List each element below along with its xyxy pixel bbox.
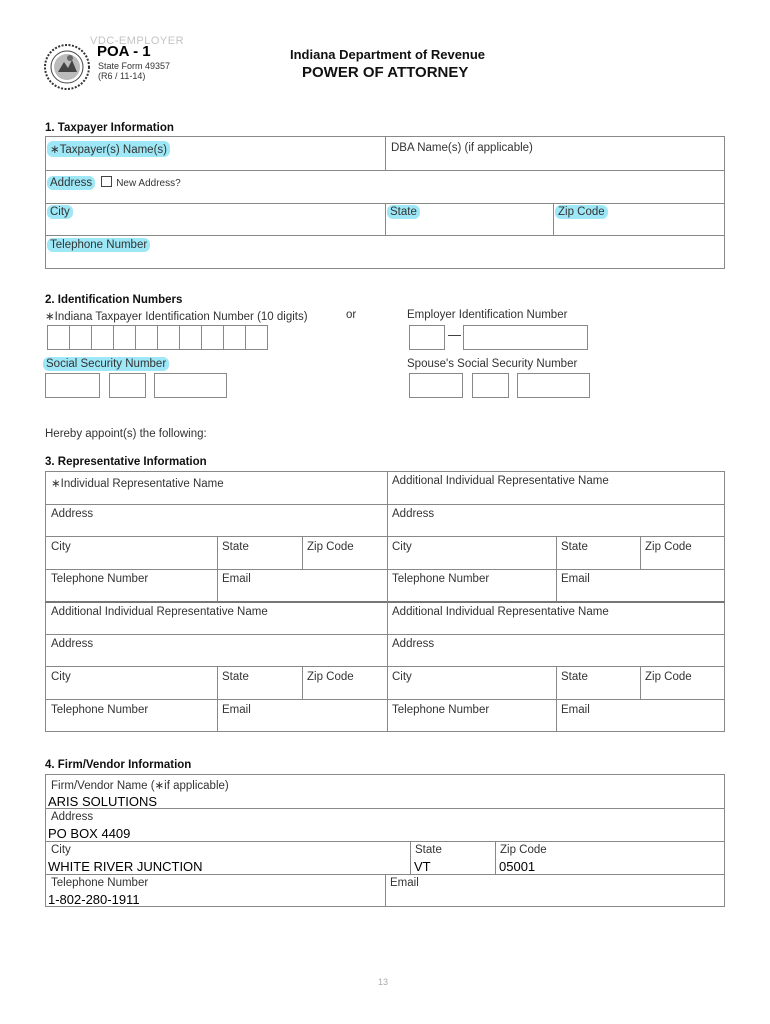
rep2-state-field[interactable]: State	[561, 541, 588, 553]
ein-label: Employer Identification Number	[407, 309, 568, 321]
firm-zip-value[interactable]: 05001	[499, 859, 536, 874]
itin-digit-9[interactable]	[223, 325, 246, 350]
taxpayer-name-field[interactable]: ∗Taxpayer(s) Name(s)	[47, 141, 170, 157]
rep4-telephone-field[interactable]: Telephone Number	[392, 704, 490, 716]
firm-city-label: City	[51, 844, 71, 856]
telephone-field[interactable]: Telephone Number	[47, 238, 150, 252]
rep2-email-field[interactable]: Email	[561, 573, 590, 585]
new-address-checkbox[interactable]	[101, 176, 112, 187]
firm-telephone-label: Telephone Number	[51, 877, 149, 889]
itin-digit-2[interactable]	[69, 325, 92, 350]
firm-city-value[interactable]: WHITE RIVER JUNCTION	[48, 859, 203, 874]
ein-suffix-field[interactable]	[463, 325, 588, 350]
rep4-email-field[interactable]: Email	[561, 704, 590, 716]
firm-state-value[interactable]: VT	[414, 859, 431, 874]
spouse-ssn-part-3[interactable]	[517, 373, 590, 398]
rep3-address-field[interactable]: Address	[51, 638, 94, 650]
city-field[interactable]: City	[47, 205, 73, 219]
rep1-zip-field[interactable]: Zip Code	[307, 541, 354, 553]
rep3-state-field[interactable]: State	[222, 671, 249, 683]
rep1-state-field[interactable]: State	[222, 541, 249, 553]
page-number: 13	[378, 977, 389, 987]
spouse-ssn-part-1[interactable]	[409, 373, 463, 398]
rep3-city-field[interactable]: City	[51, 671, 71, 683]
itin-digit-10[interactable]	[245, 325, 268, 350]
rep4-city-field[interactable]: City	[392, 671, 412, 683]
section4-heading: 4. Firm/Vendor Information	[45, 759, 192, 771]
firm-name-value[interactable]: ARIS SOLUTIONS	[48, 794, 158, 809]
rep1-name-field[interactable]: ∗Individual Representative Name	[51, 478, 224, 490]
spouse-ssn-label: Spouse's Social Security Number	[407, 358, 578, 370]
address-field[interactable]: Address	[47, 176, 95, 190]
firm-name-label: Firm/Vendor Name (∗if applicable)	[51, 780, 229, 792]
rep2-name-field[interactable]: Additional Individual Representative Name	[392, 475, 609, 487]
appoint-text: Hereby appoint(s) the following:	[45, 428, 207, 440]
itin-digit-5[interactable]	[135, 325, 158, 350]
firm-address-value[interactable]: PO BOX 4409	[48, 826, 131, 841]
firm-telephone-value[interactable]: 1-802-280-1911	[48, 892, 140, 907]
rep1-city-field[interactable]: City	[51, 541, 71, 553]
rep3-telephone-field[interactable]: Telephone Number	[51, 704, 149, 716]
ein-prefix-field[interactable]	[409, 325, 445, 350]
rep2-city-field[interactable]: City	[392, 541, 412, 553]
section3-heading: 3. Representative Information	[45, 456, 207, 468]
itin-digit-6[interactable]	[157, 325, 180, 350]
rep2-address-field[interactable]: Address	[392, 508, 435, 520]
rep2-telephone-field[interactable]: Telephone Number	[392, 573, 490, 585]
itin-label: ∗Indiana Taxpayer Identification Number (10 digits)	[45, 311, 308, 323]
watermark-text: VDC-EMPLOYER	[90, 35, 185, 47]
dba-name-label: DBA Name(s) (if applicable)	[391, 142, 533, 154]
ssn-part-2[interactable]	[109, 373, 146, 398]
form-title: POWER OF ATTORNEY	[302, 64, 469, 81]
rep4-address-field[interactable]: Address	[392, 638, 435, 650]
firm-state-label: State	[415, 844, 442, 856]
firm-address-label: Address	[51, 811, 94, 823]
itin-digit-3[interactable]	[91, 325, 114, 350]
state-field[interactable]: State	[387, 205, 420, 219]
rep3-zip-field[interactable]: Zip Code	[307, 671, 354, 683]
zip-code-field[interactable]: Zip Code	[555, 205, 608, 219]
section2-heading: 2. Identification Numbers	[45, 294, 183, 306]
rep1-email-field[interactable]: Email	[222, 573, 251, 585]
rep1-address-field[interactable]: Address	[51, 508, 94, 520]
rep3-email-field[interactable]: Email	[222, 704, 251, 716]
firm-zip-label: Zip Code	[500, 844, 547, 856]
rep4-zip-field[interactable]: Zip Code	[645, 671, 692, 683]
address-row	[47, 176, 181, 189]
itin-digit-7[interactable]	[179, 325, 202, 350]
rep4-state-field[interactable]: State	[561, 671, 588, 683]
spouse-ssn-part-2[interactable]	[472, 373, 509, 398]
rep1-telephone-field[interactable]: Telephone Number	[51, 573, 149, 585]
ssn-part-1[interactable]	[45, 373, 100, 398]
firm-email-label: Email	[390, 877, 419, 889]
rep2-zip-field[interactable]: Zip Code	[645, 541, 692, 553]
state-form-number: State Form 49357	[98, 61, 171, 71]
rep4-name-field[interactable]: Additional Individual Representative Name	[392, 606, 609, 618]
itin-digit-1[interactable]	[47, 325, 70, 350]
state-seal	[44, 44, 90, 90]
itin-digit-4[interactable]	[113, 325, 136, 350]
ein-dash: —	[448, 327, 461, 342]
ssn-field[interactable]: Social Security Number	[43, 357, 169, 371]
or-label: or	[346, 309, 357, 321]
new-address-label: New Address?	[116, 178, 181, 189]
form-code: POA - 1	[97, 43, 151, 60]
rep3-name-field[interactable]: Additional Individual Representative Name	[51, 606, 268, 618]
ssn-part-3[interactable]	[154, 373, 227, 398]
itin-digit-8[interactable]	[201, 325, 224, 350]
section1-heading: 1. Taxpayer Information	[45, 122, 174, 134]
department-name: Indiana Department of Revenue	[290, 47, 486, 62]
form-revision: (R6 / 11-14)	[98, 71, 146, 81]
